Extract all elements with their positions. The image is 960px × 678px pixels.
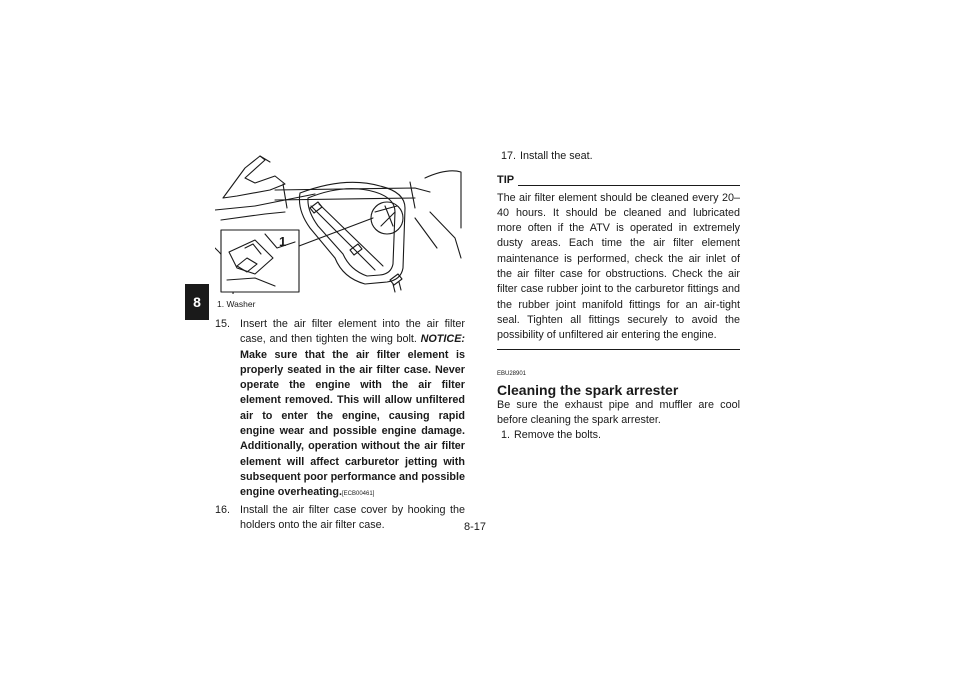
step-16 [215, 503, 465, 534]
page-number: 8-17 [464, 521, 487, 533]
step-16-number: 16. [215, 503, 231, 516]
step-15 [215, 317, 465, 503]
air-filter-illustration [215, 148, 465, 294]
section-intro: Be sure the exhaust pipe and muffler are cool before cleaning the spark arrester. [497, 398, 740, 427]
step-15-text: Insert the air filter element into the air filter case, and then tighten the wing bolt. [240, 318, 465, 346]
figure-caption: 1. Washer [217, 299, 256, 309]
step-17 [497, 149, 740, 164]
figure-callout: 1 [279, 234, 287, 249]
notice-code: [ECB00461] [342, 491, 375, 498]
right-column [497, 149, 740, 444]
section-step-1 [497, 428, 740, 443]
tip-text: The air filter element should be cleaned every 20–40 hours. It should be cleaned and lubricated more often if the ATV is operated in extremely dusty areas. Each time the air filter element maintenance is performed, check the air inlet of the air filter case for obstructions. Check the air filter case rubber joint to the carburetor fittings and the rubber joint manifold fittings for an air-tight seal. Tighten all fittings securely to avoid the possibility of unfiltered air entering the engine. [497, 191, 740, 342]
step-15-number: 15. [215, 318, 231, 330]
tip-heading [497, 173, 740, 188]
step-17-text: Install the seat. [520, 150, 593, 162]
tip-label: TIP [497, 174, 515, 187]
notice-text: Make sure that the air filter element is properly seated in the air filter case. Never operate the engine with the air filter element removed. This will allow unfiltered air to enter the engine, causing rapid engine wear and possible engine damage. Additionally, operation without the air filter element will affect carburetor jetting with subsequent poor performance and possible engine overheating. [240, 348, 465, 499]
chapter-tab-number: 8 [193, 294, 201, 310]
section-step-1-text: Remove the bolts. [514, 429, 602, 442]
tip-end-rule [497, 349, 740, 350]
step-16-text: Install the air filter case cover by hooking the holders onto the air filter case. [240, 503, 465, 531]
tip-rule [518, 185, 740, 186]
left-column [215, 317, 465, 533]
air-filter-drawing [215, 148, 465, 294]
section-step-1-number: 1. [501, 429, 511, 442]
section-ref-code: EBU28901 [497, 370, 527, 377]
notice-label: NOTICE: [420, 333, 465, 346]
chapter-tab [185, 284, 209, 320]
step-17-number: 17. [501, 150, 517, 162]
section-title: Cleaning the spark arrester [497, 381, 679, 398]
